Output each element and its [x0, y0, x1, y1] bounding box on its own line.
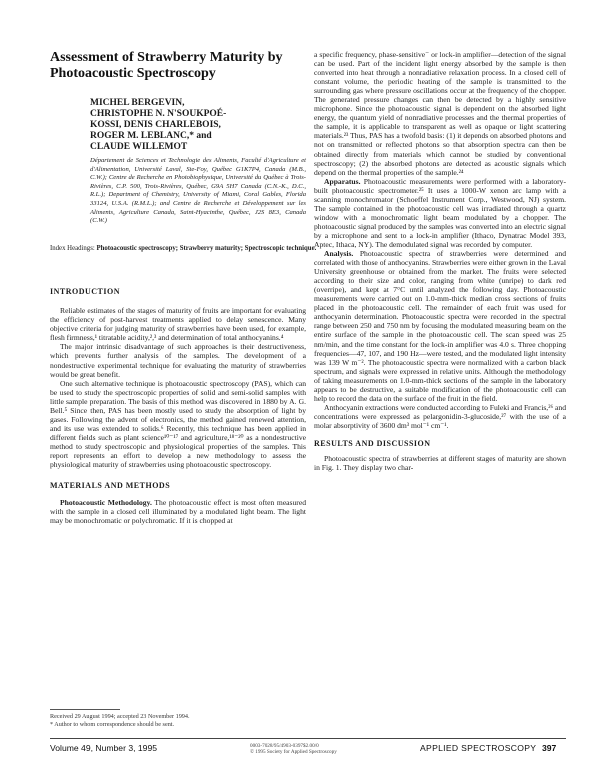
footnote: [50, 713, 306, 729]
copyright-notice: [250, 743, 370, 755]
paragraph: One such alternative technique is photoacoustic spectroscopy (PAS), which can be used to study the spectroscopic properties of solid and semi-solid samples with little sample preparation. The basis of this method was discovered in 1880 by A. G. Bell.⁵ Since then, PAS has been mostly used to study the absorption of light by gases. Following the advent of electronics, the method gained renewed attention, and its use was extended to solids.⁶ Recently, this technique has been applied in different fields such as plant science¹⁰⁻¹⁷ and agriculture,¹⁸⁻²⁰ as a nondestructive method to study spectroscopic and physiological properties of the samples. This report represents an effort to develop a new methodology to assess the physiological maturity of strawberries using photoacoustic spectroscopy.: [50, 378, 306, 470]
copyright-line: 0003-7028/95/4903-0397$2.00/0: [250, 743, 319, 749]
paragraph-text: Photoacoustic spectra of strawberries were determined and correlated with those of anthocyanins. Strawberries were either grown in the Laval University greenhouse or obtained from the market. The fruits were selected according to their size and color, ranging from white (unripe) to dark red (overripe), and kept at 7°C until analyzed the following day. Photoacoustic measurements were carried out on 1.0-mm-thick median cross sections of fruits placed in the photoacoustic cell. The remainder of each fruit was used for anthocyanin determination. Photoacoustic spectra were recorded in the spectral range between 250 and 750 nm by focusing the modulated measuring beam on the entire surface of the sample in the photoacoustic cell. The scan speed was 25 nm/min, and the time constant for the lock-in amplifier was 4.0 s. Three chopping frequencies—47, 107, and 190 Hz—were tested, and the modulated light intensity was 139 W m⁻². The photoacoustic spectra were normalized with a carbon black spectrum, and signals were expressed in relative units. Although the methodology of taking measurements on 1.0-mm-thick sections of the sample in the laboratory appears to be destructive, a suitable modification of the photoacoustic cell can help to record the data on the surface of the fruit in the field.: [314, 249, 566, 403]
article-title: Assessment of Strawberry Maturity by Photoacoustic Spectroscopy: [50, 50, 283, 81]
runin-heading: Analysis.: [324, 249, 354, 259]
author-line: MICHEL BERGEVIN,: [90, 98, 185, 108]
author-affiliations: Département de Sciences et Technologie des Aliments, Faculté d'Agriculture et d'Alimentation, Université Laval, Ste-Foy, Québec G1K7P4, Canada (M.B., C.W.); Centre de Recherche en Photobiophysique, Université du Québec à Trois-Rivières, C.P. 500, Trois-Rivières, Québec, G9A 5H7 Canada (C.N.-K., D.C., R.L.); Department of Chemistry, University of Miami, Coral Gables, Florida 33124, U.S.A. (R.M.L.); and Centre de Recherche et Développement sur les Aliments, Agriculture Canada, Saint-Hyacinthe, Québec, J2S 8E3, Canada (C.W.): [90, 157, 306, 225]
received-date: Received 29 August 1994; accepted 23 November 1994.: [50, 713, 190, 720]
volume-info: Volume 49, Number 3, 1995: [50, 743, 158, 753]
paragraph: Photoacoustic spectra of strawberries at different stages of maturity are shown in Fig. 1. They display two char-: [314, 453, 566, 473]
paragraph: The major intrinsic disadvantage of such approaches is their destructiveness, which prevents further analysis of the samples. The development of a nondestructive experimental technique for evaluating the maturity of strawberries would be great benefit.: [50, 342, 306, 379]
author-line: CLAUDE WILLEMOT: [90, 142, 188, 152]
index-headings-label: Index Headings:: [50, 244, 95, 252]
paragraph-text: Photoacoustic measurements were performed with a laboratory-built photoacoustic spectrometer.²⁵ It uses a 1000-W xenon arc lamp with a scanning monochromator (Schoeffel Instrument Corp., Westwood, NJ) system. The sample contained in the photoacoustic cell was irradiated through a quartz window with a monochromatic light beam modulated by a chopper. The photoacoustic signal produced by the samples was converted into an electric signal by a microphone and sent to a lock-in amplifier (Ithaco, Dynatrac Model 393, Aptec, Ithaca, NY). The demodulated signal was recorded by computer.: [314, 176, 566, 249]
paragraph: Reliable estimates of the stages of maturity of fruits are important for evaluating the efficiency of post-harvest treatments applied to delay senescence. Many objective criteria for judging maturity of strawberries have been used, for example, flesh firmness,¹ titratable acidity,²,³ and determination of total anthocyanins.⁴: [50, 306, 306, 343]
paragraph: Anthocyanin extractions were conducted according to Fuleki and Francis,²⁶ and concentrations were expressed as pelargonidin-3-glucoside,²⁷ with the use of a molar absorptivity of 3600 dm³ mol⁻¹ cm⁻¹.: [314, 402, 566, 430]
section-heading-methods: MATERIALS AND METHODS: [50, 481, 171, 491]
index-headings-terms: Photoacoustic spectroscopy; Strawberry maturity; Spectroscopic technique.: [96, 244, 317, 252]
author-line: ROGER M. LEBLANC,* and: [90, 131, 212, 141]
author-list: [90, 98, 306, 153]
author-line: CHRISTOPHE N. N'SOUKPOÉ-: [90, 109, 227, 119]
section-heading-results: RESULTS AND DISCUSSION: [314, 438, 431, 448]
copyright-line: © 1995 Society for Applied Spectroscopy: [250, 749, 337, 755]
journal-name: APPLIED SPECTROSCOPY: [420, 743, 537, 753]
paragraph: [314, 177, 566, 249]
paragraph: a specific frequency, phase-sensitive⁻ or lock-in amplifier—detection of the signal can be used. Part of the incident light energy absorbed by the sample is then converted into heat through a nonradiative relaxation process. In a closed cell of constant volume, the periodic heating of the sample is transmitted to the surrounding gas where pressure oscillations occur at the frequency of the chopper. The generated pressure changes can then be detected by a highly sensitive microphone. Since the photoacoustic signal is dependent on the absorbed light energy, the quantum yield of nonradiative processes and the thermal properties of the sample, it is applicable to transparent as well as opaque or light scattering materials.²³ Thus, PAS has a twofold basis: (1) it depends on absorbed photons and not on transmitted or reflected photons so that absorption spectra can then be obtained directly from materials which cannot be studied by conventional spectroscopy; (2) the absorbed photons are detected as acoustic signals which depend on the thermal properties of the sample.²⁴: [314, 50, 566, 177]
left-column: [50, 50, 317, 526]
author-line: KOSSI, DENIS CHARLEBOIS,: [90, 120, 221, 130]
paragraph: [50, 498, 306, 525]
section-heading-introduction: INTRODUCTION: [50, 287, 121, 297]
corresponding-author-note: * Author to whom correspondence should be sent.: [50, 721, 175, 728]
right-column: [314, 50, 566, 472]
paragraph-text: The photoacoustic effect is most often measured with the sample in a closed cell illuminated by a modulated light beam. The light may be monochromatic or polychromatic. If it is chopped at: [50, 498, 307, 526]
footer-divider: [50, 738, 566, 739]
footnote-divider: [50, 709, 120, 710]
page-number: 397: [542, 743, 557, 753]
paragraph: [314, 249, 566, 403]
runin-heading: Apparatus.: [324, 176, 361, 186]
runin-heading: Photoacoustic Methodology.: [60, 498, 152, 508]
